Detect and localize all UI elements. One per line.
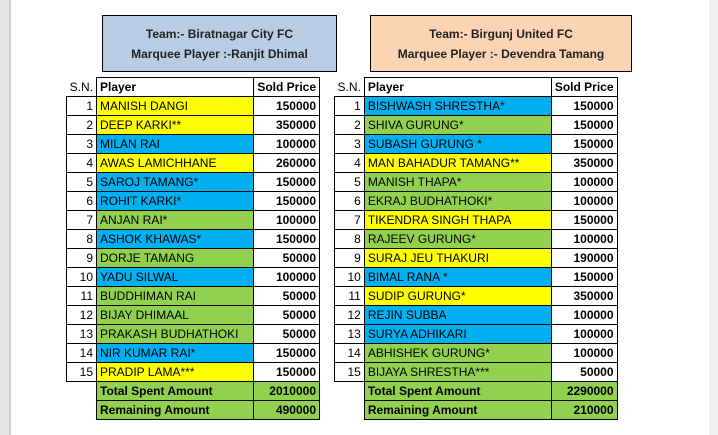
price-cell: 50000 [254, 249, 320, 268]
player-cell: SUBASH GURUNG * [364, 135, 551, 154]
team-a-name: Team:- Biratnagar City FC [145, 26, 294, 41]
price-cell: 150000 [254, 363, 320, 382]
price-cell: 50000 [254, 325, 320, 344]
price-cell: 350000 [551, 154, 617, 173]
sn-cell: 4 [67, 154, 97, 173]
table-row [335, 116, 618, 135]
total-spent-label: Total Spent Amount [364, 382, 551, 401]
price-cell: 150000 [254, 173, 320, 192]
sn-cell: 1 [335, 97, 365, 116]
player-header: Player [97, 78, 254, 97]
sn-cell: 13 [335, 325, 365, 344]
price-cell: 260000 [254, 154, 320, 173]
table-row [335, 287, 618, 306]
player-cell: NIR KUMAR RAI* [97, 344, 254, 363]
sn-cell: 4 [335, 154, 365, 173]
sn-cell: 3 [67, 135, 97, 154]
sn-cell: 12 [67, 306, 97, 325]
player-cell: BIJAYA SHRESTHA*** [364, 363, 551, 382]
table-row [67, 230, 320, 249]
price-cell: 150000 [254, 230, 320, 249]
sn-cell: 10 [335, 268, 365, 287]
player-cell: MAN BAHADUR TAMANG** [364, 154, 551, 173]
sn-cell: 8 [335, 230, 365, 249]
player-cell: RAJEEV GURUNG* [364, 230, 551, 249]
price-cell: 150000 [254, 344, 320, 363]
table-row [67, 363, 320, 382]
table-row [67, 97, 320, 116]
player-cell: SURYA ADHIKARI [364, 325, 551, 344]
total-spent-value: 2290000 [551, 382, 617, 401]
remaining-amount-row [67, 401, 320, 420]
player-cell: SAROJ TAMANG* [97, 173, 254, 192]
table-row [335, 135, 618, 154]
table-row [67, 268, 320, 287]
table-row [335, 192, 618, 211]
player-cell: YADU SILWAL [97, 268, 254, 287]
player-cell: SURAJ JEU THAKURI [364, 249, 551, 268]
sn-cell: 15 [335, 363, 365, 382]
sn-cell: 3 [335, 135, 365, 154]
sn-cell: 8 [67, 230, 97, 249]
empty-cell [67, 401, 97, 420]
table-row [67, 325, 320, 344]
remaining-amount-value: 490000 [254, 401, 320, 420]
price-cell: 100000 [254, 211, 320, 230]
player-cell: SHIVA GURUNG* [364, 116, 551, 135]
player-cell: PRADIP LAMA*** [97, 363, 254, 382]
price-cell: 100000 [551, 173, 617, 192]
sn-header: S.N. [335, 78, 365, 97]
table-row [335, 97, 618, 116]
table-row [335, 211, 618, 230]
sn-cell: 14 [67, 344, 97, 363]
table-row [67, 287, 320, 306]
price-cell: 150000 [254, 97, 320, 116]
table-row [67, 306, 320, 325]
table-row [335, 230, 618, 249]
player-cell: ROHIT KARKI* [97, 192, 254, 211]
price-cell: 50000 [254, 287, 320, 306]
table-row [335, 173, 618, 192]
player-cell: ABHISHEK GURUNG* [364, 344, 551, 363]
team-a-header [102, 15, 337, 72]
price-cell: 150000 [551, 211, 617, 230]
team-b-name: Team:- Birgunj United FC [429, 26, 573, 41]
table-row [335, 363, 618, 382]
total-spent-row [67, 382, 320, 401]
price-cell: 150000 [551, 116, 617, 135]
sn-cell: 6 [67, 192, 97, 211]
player-cell: DORJE TAMANG [97, 249, 254, 268]
price-header: Sold Price [254, 78, 320, 97]
price-cell: 150000 [551, 135, 617, 154]
sn-cell: 15 [67, 363, 97, 382]
table-row [67, 344, 320, 363]
sn-cell: 6 [335, 192, 365, 211]
sn-header: S.N. [67, 78, 97, 97]
player-cell: BISHWASH SHRESTHA* [364, 97, 551, 116]
total-spent-label: Total Spent Amount [97, 382, 254, 401]
price-cell: 350000 [551, 287, 617, 306]
sn-cell: 5 [67, 173, 97, 192]
player-cell: REJIN SUBBA [364, 306, 551, 325]
team-b-header-row [335, 78, 618, 97]
price-header: Sold Price [551, 78, 617, 97]
table-row [335, 325, 618, 344]
sn-cell: 10 [67, 268, 97, 287]
player-cell: TIKENDRA SINGH THAPA [364, 211, 551, 230]
sn-cell: 2 [335, 116, 365, 135]
price-cell: 100000 [551, 325, 617, 344]
total-spent-row [335, 382, 618, 401]
remaining-amount-row [335, 401, 618, 420]
player-header: Player [364, 78, 551, 97]
table-row [335, 249, 618, 268]
price-cell: 100000 [254, 268, 320, 287]
sn-cell: 5 [335, 173, 365, 192]
price-cell: 150000 [551, 97, 617, 116]
empty-cell [335, 382, 365, 401]
table-row [67, 249, 320, 268]
sn-cell: 2 [67, 116, 97, 135]
sn-cell: 9 [335, 249, 365, 268]
remaining-amount-label: Remaining Amount [97, 401, 254, 420]
player-cell: EKRAJ BUDHATHOKI* [364, 192, 551, 211]
empty-cell [335, 401, 365, 420]
table-row [335, 306, 618, 325]
player-cell: ASHOK KHAWAS* [97, 230, 254, 249]
table-row [335, 344, 618, 363]
table-row [67, 154, 320, 173]
empty-cell [67, 382, 97, 401]
price-cell: 150000 [254, 192, 320, 211]
player-cell: ANJAN RAI* [97, 211, 254, 230]
team-a-table [66, 77, 320, 420]
player-cell: MANISH THAPA* [364, 173, 551, 192]
sn-cell: 9 [67, 249, 97, 268]
price-cell: 50000 [254, 306, 320, 325]
price-cell: 100000 [551, 306, 617, 325]
player-cell: BIMAL RANA * [364, 268, 551, 287]
sn-cell: 12 [335, 306, 365, 325]
table-row [67, 135, 320, 154]
table-row [67, 173, 320, 192]
table-row [67, 211, 320, 230]
price-cell: 190000 [551, 249, 617, 268]
player-cell: BIJAY DHIMAAL [97, 306, 254, 325]
price-cell: 350000 [254, 116, 320, 135]
table-row [335, 154, 618, 173]
price-cell: 150000 [551, 268, 617, 287]
player-cell: DEEP KARKI** [97, 116, 254, 135]
price-cell: 100000 [551, 192, 617, 211]
sn-cell: 7 [67, 211, 97, 230]
team-a-marquee: Marquee Player :-Ranjit Dhimal [131, 46, 308, 61]
sn-cell: 11 [67, 287, 97, 306]
remaining-amount-value: 210000 [551, 401, 617, 420]
price-cell: 100000 [254, 135, 320, 154]
team-b-header [370, 15, 632, 72]
sn-cell: 14 [335, 344, 365, 363]
table-row [67, 192, 320, 211]
player-cell: BUDDHIMAN RAI [97, 287, 254, 306]
price-cell: 100000 [551, 230, 617, 249]
player-cell: MANISH DANGI [97, 97, 254, 116]
remaining-amount-label: Remaining Amount [364, 401, 551, 420]
team-b-marquee: Marquee Player :- Devendra Tamang [397, 46, 605, 61]
left-scrollbar[interactable] [0, 0, 10, 435]
player-cell: MILAN RAI [97, 135, 254, 154]
price-cell: 50000 [551, 363, 617, 382]
price-cell: 100000 [551, 344, 617, 363]
player-cell: PRAKASH BUDHATHOKI [97, 325, 254, 344]
team-b-table [334, 77, 618, 420]
total-spent-value: 2010000 [254, 382, 320, 401]
table-row [67, 116, 320, 135]
player-cell: SUDIP GURUNG* [364, 287, 551, 306]
sn-cell: 1 [67, 97, 97, 116]
table-row [335, 268, 618, 287]
player-cell: AWAS LAMICHHANE [97, 154, 254, 173]
sn-cell: 13 [67, 325, 97, 344]
team-a-header-row [67, 78, 320, 97]
sn-cell: 11 [335, 287, 365, 306]
right-gutter [709, 0, 718, 435]
sn-cell: 7 [335, 211, 365, 230]
